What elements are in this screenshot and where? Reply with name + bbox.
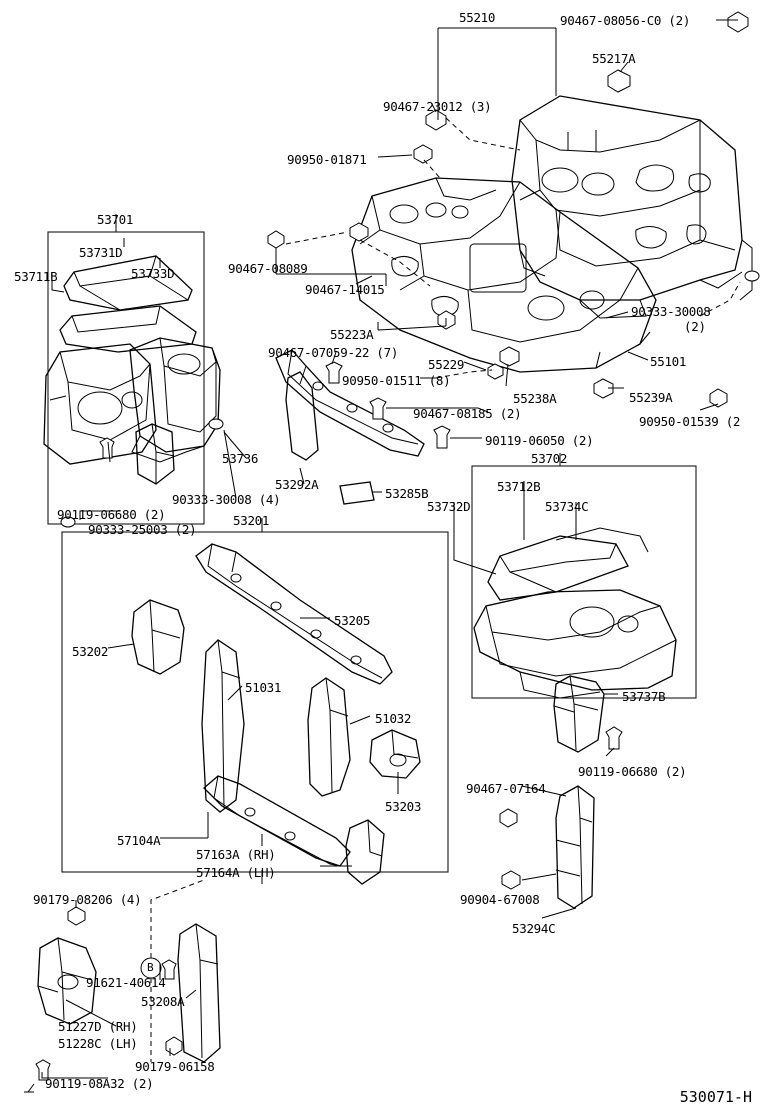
callout-90950-01539: 90950-01539 (2 (639, 414, 741, 429)
callout-90179-08206: 90179-08206 (4) (33, 892, 142, 907)
callout-55101: 55101 (650, 354, 687, 369)
part-53294C-bracket (556, 786, 594, 908)
callout-53731D: 53731D (79, 245, 123, 260)
part-53285B-plate (340, 482, 374, 504)
callout-90950-01511: 90950-01511 (8) (342, 373, 451, 388)
callout-55229: 55229 (428, 357, 465, 372)
callout-57163A-RH: 57163A (RH) (196, 847, 276, 862)
callout-90467-14015: 90467-14015 (305, 282, 385, 297)
part-53201-radiator-support-group (62, 532, 448, 884)
callout-90333-30008-qty: (2) (684, 319, 706, 334)
callout-90119-06680-left: 90119-06680 (2) (57, 507, 166, 522)
callout-53737B: 53737B (622, 689, 666, 704)
ref-label-b: B (147, 961, 154, 974)
callout-90467-08089: 90467-08089 (228, 261, 308, 276)
callout-51032: 51032 (375, 711, 412, 726)
callout-90333-30008-right: 90333-30008 (631, 304, 711, 319)
callout-53202: 53202 (72, 644, 109, 659)
callout-53203: 53203 (385, 799, 422, 814)
callout-53711B: 53711B (14, 269, 58, 284)
callout-53201: 53201 (233, 513, 270, 528)
callout-53205: 53205 (334, 613, 371, 628)
callout-51228C-LH: 51228C (LH) (58, 1036, 138, 1051)
part-53292A-tie-bar (276, 350, 424, 460)
callout-53208A: 53208A (141, 994, 185, 1009)
callout-53285B: 53285B (385, 486, 429, 501)
callout-55223A: 55223A (330, 327, 374, 342)
callout-90467-23012: 90467-23012 (3) (383, 99, 492, 114)
callout-57164A-LH: 57164A (LH) (196, 865, 276, 880)
callout-90467-08056-C0: 90467-08056-C0 (2) (560, 13, 691, 28)
callout-53292A: 53292A (275, 477, 319, 492)
callout-51227D-RH: 51227D (RH) (58, 1019, 138, 1034)
callout-53732D: 53732D (427, 499, 471, 514)
callout-90467-08185: 90467-08185 (2) (413, 406, 522, 421)
callout-55217A: 55217A (592, 51, 636, 66)
callout-90467-07164: 90467-07164 (466, 781, 546, 796)
callout-53734C: 53734C (545, 499, 589, 514)
callout-53736: 53736 (222, 451, 259, 466)
callout-90904-67008: 90904-67008 (460, 892, 540, 907)
callout-55239A: 55239A (629, 390, 673, 405)
callout-90179-06158: 90179-06158 (135, 1059, 215, 1074)
callout-90119-06680-right: 90119-06680 (2) (578, 764, 687, 779)
callout-90333-25003: 90333-25003 (2) (88, 522, 197, 537)
callout-57104A: 57104A (117, 833, 161, 848)
callout-90333-30008-4: 90333-30008 (4) (172, 492, 281, 507)
part-53208A-panel (178, 924, 220, 1062)
callout-53294C: 53294C (512, 921, 556, 936)
callout-51031: 51031 (245, 680, 282, 695)
diagram-code: 530071-H (679, 1088, 752, 1106)
fasteners (36, 12, 759, 1080)
part-55101-dash-panel (352, 178, 656, 372)
callout-53712B: 53712B (497, 479, 541, 494)
callout-91621-40614: 91621-40614 (86, 975, 166, 990)
callout-90119-08A32: 90119-08A32 (2) (45, 1076, 154, 1091)
callout-53702: 53702 (531, 451, 568, 466)
callout-55238A: 55238A (513, 391, 557, 406)
callout-55210: 55210 (459, 10, 496, 25)
leader-lines (24, 20, 740, 1092)
callout-90950-01871: 90950-01871 (287, 152, 367, 167)
part-55210-cowl-panel (512, 96, 752, 318)
callout-53701: 53701 (97, 212, 134, 227)
callout-53733D: 53733D (131, 266, 175, 281)
callout-90467-07059-22: 90467-07059-22 (7) (268, 345, 399, 360)
callout-90119-06050: 90119-06050 (2) (485, 433, 594, 448)
